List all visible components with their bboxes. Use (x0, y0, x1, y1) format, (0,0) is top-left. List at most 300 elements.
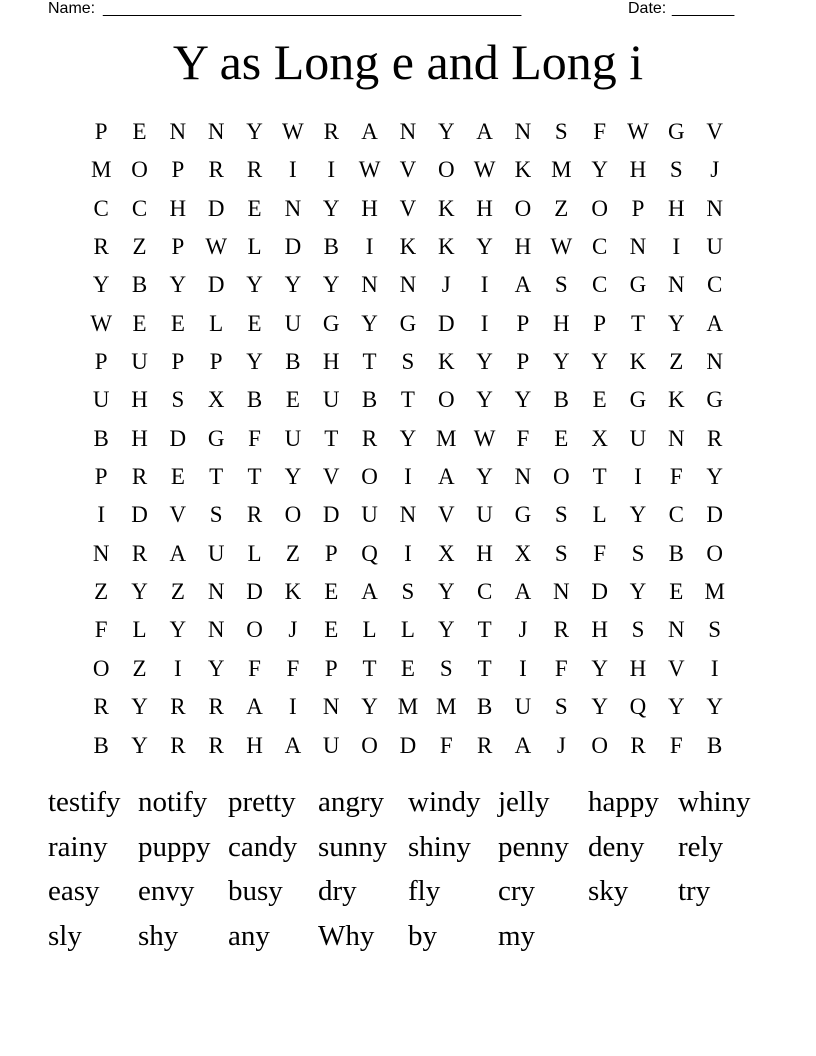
grid-letter[interactable]: U (284, 310, 302, 336)
grid-letter[interactable]: N (399, 119, 417, 144)
grid-letter[interactable]: P (171, 157, 185, 183)
grid-letter[interactable]: E (132, 310, 147, 336)
grid-letter[interactable]: U (322, 732, 340, 758)
grid-letter[interactable]: Y (476, 387, 493, 413)
grid-letter[interactable]: K (437, 349, 455, 375)
grid-letter[interactable]: N (284, 195, 302, 221)
grid-letter[interactable]: J (441, 272, 451, 298)
grid-letter[interactable]: A (284, 732, 302, 758)
word-bank-item: by (408, 919, 437, 952)
grid-letter[interactable]: F (439, 732, 453, 758)
grid-letter[interactable]: I (327, 157, 336, 183)
grid-letter[interactable]: O (92, 655, 110, 681)
grid-letter[interactable]: Y (131, 579, 148, 605)
grid-letter[interactable]: R (323, 119, 339, 144)
grid-letter[interactable]: E (247, 310, 262, 336)
grid-letter[interactable]: W (627, 119, 649, 144)
word-bank-item: happy (588, 786, 659, 818)
grid-letter[interactable]: Y (476, 464, 493, 490)
grid-letter[interactable]: R (93, 694, 109, 720)
grid-letter[interactable]: O (706, 540, 723, 566)
grid-letter[interactable]: Y (591, 157, 608, 183)
grid-letter[interactable]: I (634, 464, 642, 490)
grid-letter[interactable]: R (170, 732, 186, 758)
grid-letter[interactable]: W (473, 425, 496, 451)
grid-letter[interactable]: T (324, 425, 339, 451)
grid-letter[interactable]: O (246, 617, 263, 643)
word-bank-item: my (498, 919, 536, 952)
grid-letter[interactable]: B (285, 349, 301, 375)
grid-letter[interactable]: R (553, 617, 569, 643)
grid-letter[interactable]: H (514, 234, 532, 260)
grid-letter[interactable]: N (399, 272, 417, 298)
grid-letter[interactable]: Z (285, 540, 300, 566)
grid-letter[interactable]: D (706, 502, 723, 528)
grid-letter[interactable]: Y (169, 272, 187, 298)
grid-letter[interactable]: R (707, 425, 723, 451)
grid-letter[interactable]: O (437, 387, 455, 413)
grid-letter[interactable]: P (94, 464, 108, 490)
grid-letter[interactable]: Z (94, 579, 109, 605)
grid-letter[interactable]: Y (552, 349, 570, 375)
grid-letter[interactable]: U (322, 387, 340, 413)
grid-letter[interactable]: Y (514, 387, 532, 413)
grid-letter[interactable]: M (436, 694, 457, 720)
grid-letter[interactable]: Y (706, 694, 723, 720)
grid-letter[interactable]: D (591, 579, 608, 605)
grid-letter[interactable]: Q (629, 694, 647, 720)
grid-letter[interactable]: H (131, 425, 148, 451)
grid-letter[interactable]: S (554, 694, 568, 720)
grid-letter[interactable]: C (591, 234, 608, 260)
grid-letter[interactable]: N (399, 502, 417, 528)
grid-letter[interactable]: Y (476, 234, 493, 260)
grid-letter[interactable]: L (592, 502, 607, 528)
grid-letter[interactable]: I (174, 655, 182, 681)
word-bank-row (48, 914, 788, 959)
grid-letter[interactable]: K (514, 157, 532, 183)
grid-letter[interactable]: V (437, 502, 455, 528)
grid-letter[interactable]: P (516, 349, 530, 375)
grid-letter[interactable]: I (480, 272, 489, 298)
grid-letter[interactable]: H (246, 732, 263, 758)
grid-letter[interactable]: S (401, 579, 415, 605)
grid-letter[interactable]: B (246, 387, 263, 413)
grid-letter[interactable]: N (169, 119, 187, 144)
grid-letter[interactable]: I (289, 157, 297, 183)
grid-letter[interactable]: Y (591, 694, 608, 720)
grid-letter[interactable]: W (90, 310, 113, 336)
grid-letter[interactable]: U (706, 234, 723, 260)
grid-letter[interactable]: H (361, 195, 378, 221)
grid-letter[interactable]: P (631, 195, 645, 221)
grid-letter[interactable]: V (668, 655, 685, 681)
grid-letter[interactable]: H (629, 655, 647, 681)
grid-letter[interactable]: P (171, 349, 185, 375)
grid-letter[interactable]: W (282, 119, 304, 144)
grid-row (82, 611, 734, 649)
grid-letter[interactable]: N (207, 579, 225, 605)
grid-letter[interactable]: I (519, 655, 527, 681)
word-bank (48, 780, 788, 958)
grid-letter[interactable]: Y (437, 119, 455, 144)
grid-letter[interactable]: S (554, 119, 568, 144)
grid-letter[interactable]: D (322, 502, 340, 528)
grid-letter[interactable]: L (400, 617, 415, 643)
grid-letter[interactable]: N (668, 272, 685, 298)
grid-letter[interactable]: X (207, 387, 225, 413)
grid-letter[interactable]: T (477, 655, 492, 681)
grid-letter[interactable]: U (131, 349, 148, 375)
grid-letter[interactable]: U (92, 387, 110, 413)
grid-letter[interactable]: M (397, 694, 419, 720)
grid-letter[interactable]: Y (246, 119, 263, 144)
grid-letter[interactable]: T (630, 310, 646, 336)
grid-letter[interactable]: U (207, 540, 225, 566)
grid-letter[interactable]: N (514, 464, 532, 490)
grid-letter[interactable]: E (247, 195, 262, 221)
grid-letter[interactable]: D (284, 234, 302, 260)
grid-letter[interactable]: Y (399, 425, 417, 451)
grid-letter[interactable]: N (668, 425, 685, 451)
grid-letter[interactable]: K (437, 195, 455, 221)
grid-letter[interactable]: I (404, 464, 412, 490)
grid-letter[interactable]: T (362, 349, 377, 375)
grid-letter[interactable]: Y (92, 272, 110, 298)
grid-letter[interactable]: P (593, 310, 607, 336)
grid-letter[interactable]: Z (669, 349, 684, 375)
grid-letter[interactable]: P (94, 119, 108, 144)
grid-letter[interactable]: M (436, 425, 457, 451)
grid-letter[interactable]: Y (284, 464, 302, 490)
grid-letter[interactable]: W (205, 234, 228, 260)
grid-letter[interactable]: G (514, 502, 532, 528)
grid-letter[interactable]: I (97, 502, 105, 528)
grid-letter[interactable]: H (629, 157, 647, 183)
grid-letter[interactable]: M (704, 579, 725, 605)
grid-letter[interactable]: S (554, 272, 568, 298)
grid-letter[interactable]: U (629, 425, 647, 451)
grid-letter[interactable]: C (131, 195, 148, 221)
grid-letter[interactable]: S (631, 540, 645, 566)
grid-letter[interactable]: L (209, 310, 224, 336)
grid-letter[interactable]: B (553, 387, 569, 413)
grid-letter[interactable]: M (90, 157, 112, 183)
word-bank-item: candy (228, 830, 298, 863)
grid-letter[interactable]: Y (668, 310, 685, 336)
grid-letter[interactable]: B (361, 387, 378, 413)
grid-letter[interactable]: I (404, 540, 412, 566)
grid-letter[interactable]: Y (361, 694, 378, 720)
grid-letter[interactable]: T (209, 464, 224, 490)
grid-letter[interactable]: F (248, 655, 261, 681)
grid-letter[interactable]: V (322, 464, 340, 490)
grid-letter[interactable]: O (284, 502, 302, 528)
grid-letter[interactable]: I (289, 694, 297, 720)
grid-letter[interactable]: E (170, 464, 185, 490)
grid-letter[interactable]: A (437, 464, 455, 490)
grid-letter[interactable]: R (361, 425, 378, 451)
grid-letter[interactable]: O (552, 464, 570, 490)
grid-letter[interactable]: F (593, 119, 607, 144)
grid-letter[interactable]: S (708, 617, 722, 643)
grid-letter[interactable]: U (284, 425, 302, 451)
grid-letter[interactable]: N (668, 617, 685, 643)
word-bank-item: whiny (678, 786, 751, 818)
grid-letter[interactable]: R (208, 694, 224, 720)
grid-letter[interactable]: Y (437, 579, 455, 605)
grid-letter[interactable]: B (93, 732, 109, 758)
grid-letter[interactable]: V (706, 119, 723, 144)
grid-letter[interactable]: F (94, 617, 108, 643)
grid-letter[interactable]: N (361, 272, 378, 298)
grid-letter[interactable]: T (247, 464, 262, 490)
grid-letter[interactable]: P (324, 540, 338, 566)
grid-letter[interactable]: R (208, 732, 224, 758)
grid-letter[interactable]: N (552, 579, 570, 605)
grid-letter[interactable]: L (247, 540, 262, 566)
grid-letter[interactable]: S (554, 502, 568, 528)
grid-letter[interactable]: G (207, 425, 225, 451)
grid-letter[interactable]: Z (170, 579, 185, 605)
grid-letter[interactable]: J (556, 732, 566, 758)
word-bank-item: any (228, 919, 270, 952)
grid-letter[interactable]: Z (132, 234, 147, 260)
grid-letter[interactable]: Y (207, 655, 225, 681)
grid-letter[interactable]: T (592, 464, 607, 490)
grid-letter[interactable]: E (170, 310, 185, 336)
grid-letter[interactable]: W (473, 157, 496, 183)
grid-letter[interactable]: G (322, 310, 340, 336)
grid-letter[interactable]: K (437, 234, 455, 260)
grid-letter[interactable]: I (672, 234, 681, 260)
grid-letter[interactable]: Y (476, 349, 493, 375)
grid-letter[interactable]: F (248, 425, 261, 451)
grid-letter[interactable]: G (706, 387, 723, 413)
grid-letter[interactable]: U (361, 502, 378, 528)
grid-letter[interactable]: O (131, 157, 148, 183)
grid-letter[interactable]: V (399, 157, 417, 183)
grid-letter[interactable]: O (361, 464, 378, 490)
grid-letter[interactable]: Y (668, 694, 685, 720)
grid-letter[interactable]: O (591, 732, 608, 758)
grid-letter[interactable]: D (246, 579, 263, 605)
grid-letter[interactable]: N (322, 694, 340, 720)
grid-letter[interactable]: P (209, 349, 223, 375)
grid-letter[interactable]: K (668, 387, 685, 413)
grid-letter[interactable]: Y (322, 272, 340, 298)
grid-letter[interactable]: G (668, 119, 685, 144)
grid-letter[interactable]: B (93, 425, 109, 451)
grid-letter[interactable]: H (476, 195, 493, 221)
grid-letter[interactable]: U (476, 502, 493, 528)
grid-letter[interactable]: B (476, 694, 493, 720)
grid-letter[interactable]: N (706, 349, 723, 375)
grid-letter[interactable]: Q (361, 540, 378, 566)
grid-letter[interactable]: L (247, 234, 262, 260)
grid-letter[interactable]: N (514, 119, 532, 144)
grid-letter[interactable]: N (207, 617, 225, 643)
grid-letter[interactable]: F (669, 732, 683, 758)
grid-letter[interactable]: B (131, 272, 148, 298)
grid-letter[interactable]: D (131, 502, 148, 528)
grid-letter[interactable]: P (516, 310, 530, 336)
grid-letter[interactable]: H (591, 617, 608, 643)
grid-letter[interactable]: P (324, 655, 338, 681)
grid-letter[interactable]: Y (246, 272, 263, 298)
grid-letter[interactable]: I (365, 234, 374, 260)
grid-letter[interactable]: F (286, 655, 300, 681)
grid-letter[interactable]: Y (591, 349, 608, 375)
grid-letter[interactable]: M (551, 157, 572, 183)
grid-letter[interactable]: E (400, 655, 415, 681)
grid-letter[interactable]: E (592, 387, 607, 413)
grid-letter[interactable]: K (284, 579, 302, 605)
grid-letter[interactable]: A (169, 540, 187, 566)
grid-letter[interactable]: H (322, 349, 340, 375)
grid-letter[interactable]: Y (322, 195, 340, 221)
grid-letter[interactable]: C (93, 195, 109, 221)
grid-letter[interactable]: G (399, 310, 417, 336)
word-bank-item: deny (588, 830, 645, 863)
grid-letter[interactable]: S (401, 349, 415, 375)
grid-letter[interactable]: A (361, 579, 378, 605)
grid-letter[interactable]: W (550, 234, 573, 260)
grid-letter[interactable]: Y (131, 732, 148, 758)
grid-letter[interactable]: X (437, 540, 455, 566)
grid-letter[interactable]: A (514, 732, 532, 758)
grid-letter[interactable]: V (399, 195, 417, 221)
grid-letter[interactable]: S (669, 157, 683, 183)
grid-letter[interactable]: E (285, 387, 300, 413)
grid-letter[interactable]: F (554, 655, 568, 681)
grid-letter[interactable]: C (668, 502, 684, 528)
grid-letter[interactable]: E (324, 579, 339, 605)
grid-letter[interactable]: H (169, 195, 187, 221)
grid-letter[interactable]: Y (706, 464, 723, 490)
grid-letter[interactable]: B (707, 732, 723, 758)
grid-letter[interactable]: J (518, 617, 528, 643)
grid-letter[interactable]: E (132, 119, 147, 144)
grid-letter[interactable]: Y (629, 502, 647, 528)
grid-letter[interactable]: A (361, 119, 378, 144)
grid-letter[interactable]: A (706, 310, 723, 336)
grid-letter[interactable]: Y (629, 579, 647, 605)
grid-letter[interactable]: G (629, 387, 647, 413)
grid-letter[interactable]: G (629, 272, 647, 298)
grid-letter[interactable]: D (399, 732, 417, 758)
grid-letter[interactable]: D (207, 195, 225, 221)
grid-letter[interactable]: C (591, 272, 608, 298)
grid-letter[interactable]: R (246, 157, 263, 183)
grid-letter[interactable]: O (514, 195, 532, 221)
grid-letter[interactable]: T (400, 387, 415, 413)
grid-letter[interactable]: R (131, 464, 148, 490)
grid-letter[interactable]: V (169, 502, 187, 528)
grid-letter[interactable]: R (630, 732, 646, 758)
grid-letter[interactable]: O (437, 157, 455, 183)
grid-letter[interactable]: L (362, 617, 377, 643)
grid-letter[interactable]: S (439, 655, 453, 681)
grid-letter[interactable]: B (668, 540, 684, 566)
grid-letter[interactable]: F (516, 425, 530, 451)
grid-letter[interactable]: A (514, 579, 532, 605)
grid-letter[interactable]: U (514, 694, 532, 720)
grid-letter[interactable]: W (358, 157, 381, 183)
grid-letter[interactable]: O (591, 195, 608, 221)
grid-letter[interactable]: C (707, 272, 723, 298)
grid-letter[interactable]: F (669, 464, 683, 490)
grid-letter[interactable]: R (93, 234, 109, 260)
grid-letter[interactable]: C (476, 579, 493, 605)
grid-letter[interactable]: Y (169, 617, 187, 643)
grid-letter[interactable]: Y (246, 349, 263, 375)
grid-letter[interactable]: F (593, 540, 607, 566)
grid-letter[interactable]: N (207, 119, 225, 144)
grid-letter[interactable]: S (554, 540, 568, 566)
grid-letter[interactable]: R (246, 502, 263, 528)
grid-letter[interactable]: K (629, 349, 647, 375)
grid-letter[interactable]: Y (591, 655, 608, 681)
grid-letter[interactable]: Y (284, 272, 302, 298)
grid-letter[interactable]: D (437, 310, 455, 336)
grid-letter[interactable]: R (208, 157, 224, 183)
grid-letter[interactable]: P (94, 349, 108, 375)
grid-letter[interactable]: E (669, 579, 684, 605)
grid-letter[interactable]: D (207, 272, 225, 298)
grid-letter[interactable]: A (476, 119, 493, 144)
grid-letter[interactable]: X (591, 425, 608, 451)
word-bank-row (48, 825, 788, 870)
grid-letter[interactable]: T (477, 617, 492, 643)
grid-letter[interactable]: H (131, 387, 148, 413)
grid-letter[interactable]: K (399, 234, 417, 260)
grid-letter[interactable]: N (629, 234, 647, 260)
grid-letter[interactable]: A (246, 694, 263, 720)
grid-letter[interactable]: Y (437, 617, 455, 643)
grid-letter[interactable]: L (132, 617, 147, 643)
grid-letter[interactable]: H (476, 540, 493, 566)
grid-letter[interactable]: O (361, 732, 378, 758)
grid-letter[interactable]: E (554, 425, 569, 451)
grid-letter[interactable]: P (171, 234, 185, 260)
grid-letter[interactable]: J (288, 617, 298, 643)
grid-letter[interactable]: H (552, 310, 570, 336)
grid-letter[interactable]: X (514, 540, 532, 566)
grid-letter[interactable]: N (706, 195, 723, 221)
grid-letter[interactable]: A (514, 272, 532, 298)
grid-letter[interactable]: R (170, 694, 186, 720)
grid-letter[interactable]: E (324, 617, 339, 643)
grid-letter[interactable]: Z (132, 655, 147, 681)
grid-letter[interactable]: I (710, 655, 719, 681)
grid-letter[interactable]: S (209, 502, 223, 528)
grid-letter[interactable]: Y (131, 694, 148, 720)
grid-letter[interactable]: J (710, 157, 720, 183)
grid-letter[interactable]: Z (554, 195, 569, 221)
grid-letter[interactable]: Y (361, 310, 378, 336)
grid-letter[interactable]: S (631, 617, 645, 643)
grid-letter[interactable]: R (131, 540, 148, 566)
grid-letter[interactable]: B (323, 234, 339, 260)
grid-letter[interactable]: I (480, 310, 489, 336)
grid-letter[interactable]: S (171, 387, 185, 413)
grid-letter[interactable]: D (169, 425, 187, 451)
grid-letter[interactable]: H (668, 195, 685, 221)
grid-letter[interactable]: R (476, 732, 493, 758)
grid-letter[interactable]: N (92, 540, 110, 566)
grid-letter[interactable]: T (362, 655, 377, 681)
